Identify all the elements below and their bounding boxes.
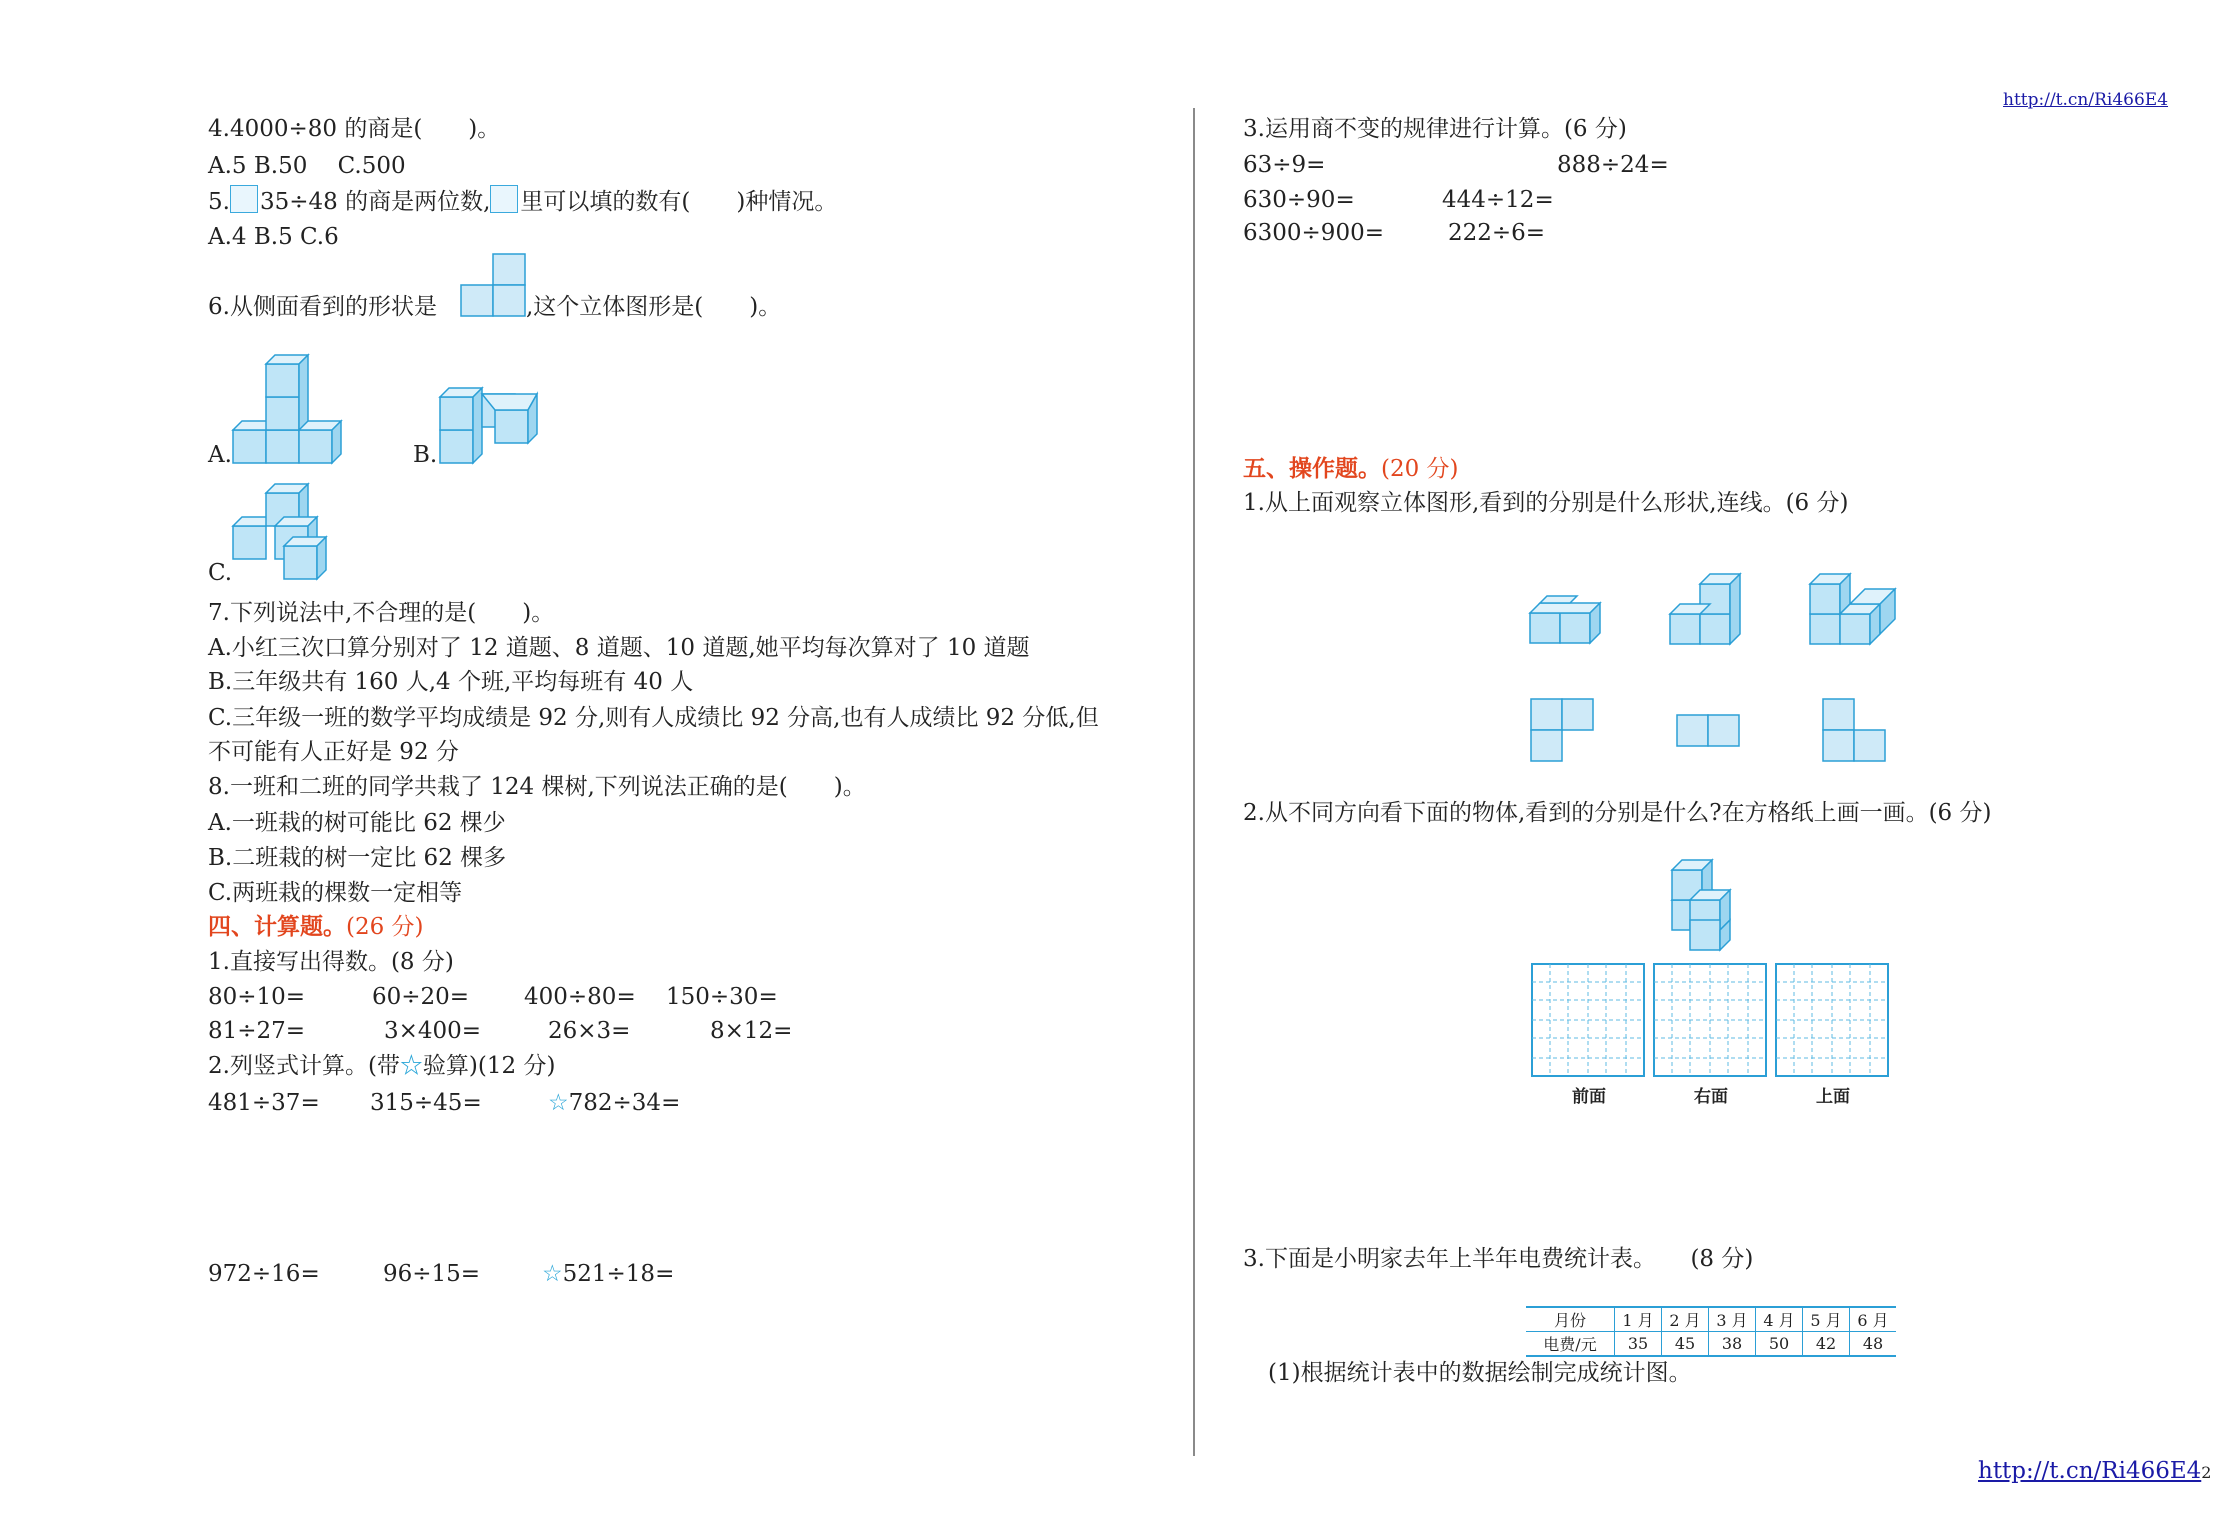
table-row-label: 电费/元 <box>1526 1332 1615 1357</box>
footer-url[interactable]: http://t.cn/Ri466E4 <box>1978 1458 2202 1484</box>
table-header-cell: 3 月 <box>1709 1307 1756 1332</box>
s4q1-r1c3: 400÷80= <box>524 984 636 1010</box>
top-view-shape-1 <box>1530 698 1594 762</box>
s4q2-r2c2: 96÷15= <box>383 1261 481 1287</box>
q7-stem: 7.下列说法中,不合理的是( )。 <box>208 600 555 626</box>
table-cell: 45 <box>1662 1332 1709 1357</box>
s5q3-title: 3.下面是小明家去年上半年电费统计表。 (8 分) <box>1243 1246 1754 1272</box>
q5-stem <box>208 185 837 217</box>
table-cell: 35 <box>1615 1332 1662 1357</box>
page-number: 2 <box>2201 1463 2212 1482</box>
table-cell: 42 <box>1803 1332 1850 1357</box>
s5q2-title: 2.从不同方向看下面的物体,看到的分别是什么?在方格纸上画一画。(6 分) <box>1243 800 1992 826</box>
q4-stem: 4.4000÷80 的商是( )。 <box>208 116 501 142</box>
star-icon: ☆ <box>548 1090 569 1116</box>
section-5-score: (20 分) <box>1381 456 1459 482</box>
q6-option-b-label: B. <box>413 442 438 468</box>
blank-box-icon <box>490 185 518 213</box>
section-4-title: 四、计算题。 <box>208 914 346 940</box>
q6-option-c-label: C. <box>208 560 233 586</box>
table-header-cell: 月份 <box>1526 1307 1615 1332</box>
table-header-cell: 5 月 <box>1803 1307 1850 1332</box>
cube-figure-a <box>230 356 345 466</box>
solid-figure-2 <box>1668 566 1748 646</box>
grid-paper <box>1530 962 1900 1078</box>
s4q3-r3c2: 222÷6= <box>1448 220 1546 246</box>
q7-option-a: A.小红三次口算分别对了 12 道题、8 道题、10 道题,她平均每次算对了 10 道题 <box>208 635 1030 661</box>
grid-label-top: 上面 <box>1816 1087 1850 1107</box>
star-icon: ☆ <box>542 1261 563 1287</box>
side-view-figure <box>460 254 526 318</box>
s4q2-r2c1: 972÷16= <box>208 1261 320 1287</box>
s4q1-r1c2: 60÷20= <box>372 984 470 1010</box>
column-divider <box>1193 108 1195 1456</box>
s4q2-title-b: 验算)(12 分) <box>422 1053 556 1079</box>
grid-label-right: 右面 <box>1694 1087 1728 1107</box>
s4q1-r1c4: 150÷30= <box>666 984 778 1010</box>
grid-top[interactable] <box>1776 964 1888 1076</box>
q4-options: A.5 B.50 C.500 <box>208 153 406 179</box>
s4q2-title-a: 2.列竖式计算。(带 <box>208 1053 400 1079</box>
cube-figure-b <box>437 384 542 466</box>
q5-options: A.4 B.5 C.6 <box>208 224 339 250</box>
section-4-heading <box>208 912 424 942</box>
s4q1-r2c3: 26×3= <box>548 1018 631 1044</box>
table-header-cell: 6 月 <box>1850 1307 1897 1332</box>
s4q2-r1c3-text: 782÷34= <box>568 1090 681 1116</box>
top-view-shape-2 <box>1676 714 1740 748</box>
s4q3-title: 3.运用商不变的规律进行计算。(6 分) <box>1243 116 1627 142</box>
s4q1-r2c1: 81÷27= <box>208 1018 306 1044</box>
q6-stem-a: 6.从侧面看到的形状是 <box>208 294 437 320</box>
solid-figure-1 <box>1528 583 1608 645</box>
table-row <box>1526 1332 1896 1357</box>
electricity-table <box>1526 1306 1896 1357</box>
q5-stem-mid: 35÷48 的商是两位数, <box>259 189 491 215</box>
s4q3-r2c1: 630÷90= <box>1243 187 1355 213</box>
solid-object-figure <box>1670 862 1760 952</box>
s4q2-r2c3-text: 521÷18= <box>562 1261 675 1287</box>
q7-option-c-line1: C.三年级一班的数学平均成绩是 92 分,则有人成绩比 92 分高,也有人成绩比 92 分低,但 <box>208 705 1099 731</box>
blank-box-icon <box>230 185 258 213</box>
section-4-score: (26 分) <box>346 914 424 940</box>
s4q3-r1c1: 63÷9= <box>1243 152 1326 178</box>
s4q1-r2c2: 3×400= <box>384 1018 482 1044</box>
s4q3-r2c2: 444÷12= <box>1442 187 1554 213</box>
section-5-heading <box>1243 454 1459 484</box>
s4q1-r2c4: 8×12= <box>710 1018 793 1044</box>
grid-front[interactable] <box>1532 964 1644 1076</box>
q7-option-c-line2: 不可能有人正好是 92 分 <box>208 739 459 765</box>
s4q2-title <box>208 1051 555 1081</box>
s4q2-r1c1: 481÷37= <box>208 1090 320 1116</box>
table-cell: 38 <box>1709 1332 1756 1357</box>
s4q3-r3c1: 6300÷900= <box>1243 220 1384 246</box>
s4q2-r1c3 <box>548 1088 680 1118</box>
star-icon: ☆ <box>399 1053 423 1079</box>
q5-stem-end: 里可以填的数有( )种情况。 <box>520 189 838 215</box>
q6-option-a-label: A. <box>208 442 232 468</box>
table-header-cell: 4 月 <box>1756 1307 1803 1332</box>
grid-label-front: 前面 <box>1572 1087 1606 1107</box>
s4q3-r1c2: 888÷24= <box>1557 152 1669 178</box>
s5q3-sub1: (1)根据统计表中的数据绘制完成统计图。 <box>1268 1360 1692 1386</box>
q8-option-a: A.一班栽的树可能比 62 棵少 <box>208 810 506 836</box>
q8-option-b: B.二班栽的树一定比 62 棵多 <box>208 845 507 871</box>
solid-figure-3 <box>1808 556 1898 646</box>
s4q1-title: 1.直接写出得数。(8 分) <box>208 949 454 975</box>
s4q2-r2c3 <box>542 1259 674 1289</box>
header-url[interactable]: http://t.cn/Ri466E4 <box>2003 90 2169 110</box>
s4q1-r1c1: 80÷10= <box>208 984 306 1010</box>
table-header-cell: 1 月 <box>1615 1307 1662 1332</box>
footer <box>1978 1458 2211 1484</box>
table-header-cell: 2 月 <box>1662 1307 1709 1332</box>
table-cell: 48 <box>1850 1332 1897 1357</box>
table-row <box>1526 1307 1896 1332</box>
section-5-title: 五、操作题。 <box>1243 456 1381 482</box>
q8-option-c: C.两班栽的棵数一定相等 <box>208 880 463 906</box>
q8-stem: 8.一班和二班的同学共栽了 124 棵树,下列说法正确的是( )。 <box>208 774 866 800</box>
q7-option-b: B.三年级共有 160 人,4 个班,平均每班有 40 人 <box>208 669 694 695</box>
s5q1-title: 1.从上面观察立体图形,看到的分别是什么形状,连线。(6 分) <box>1243 490 1849 516</box>
cube-figure-c <box>230 492 345 582</box>
table-cell: 50 <box>1756 1332 1803 1357</box>
q5-number: 5. <box>208 189 230 215</box>
q6-stem-b: ,这个立体图形是( )。 <box>526 294 782 320</box>
s4q2-r1c2: 315÷45= <box>370 1090 482 1116</box>
grid-right[interactable] <box>1654 964 1766 1076</box>
top-view-shape-3 <box>1822 698 1886 762</box>
